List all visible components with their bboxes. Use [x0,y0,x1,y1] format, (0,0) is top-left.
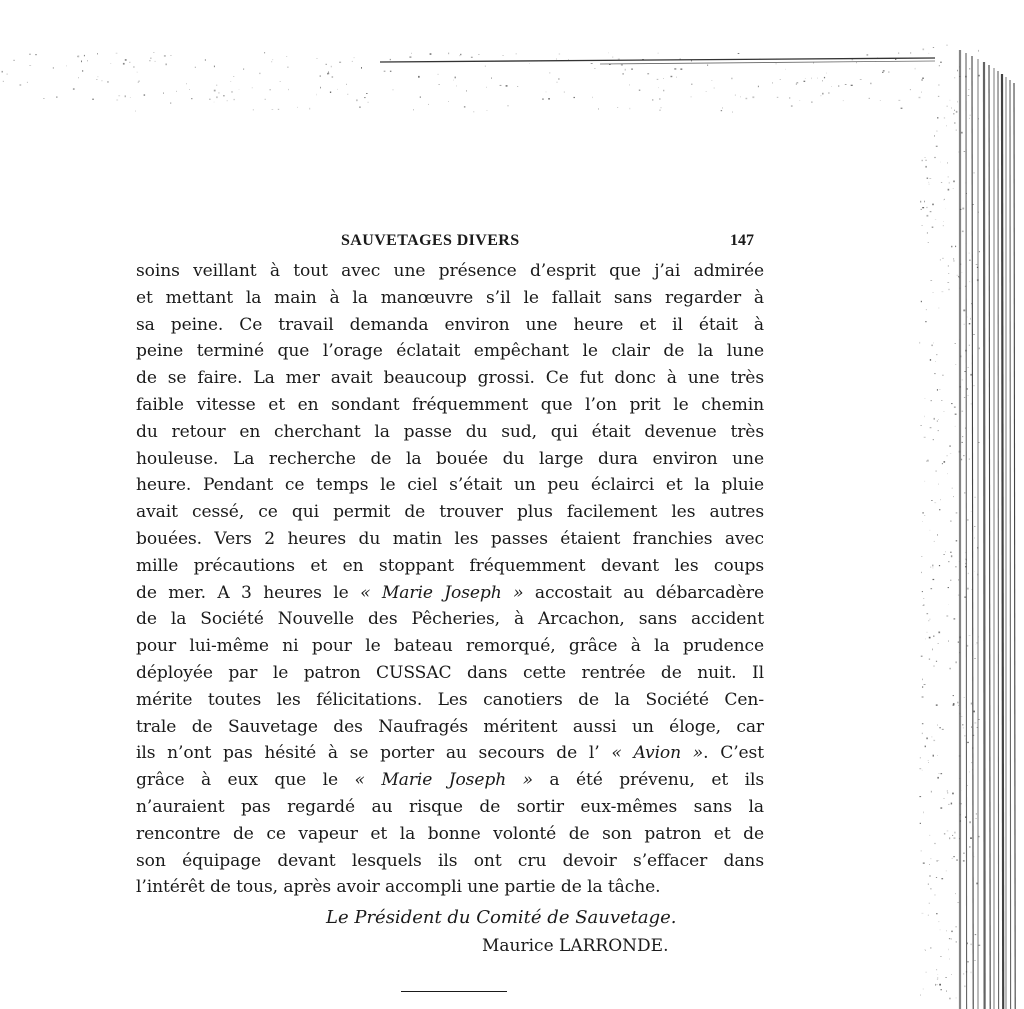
text-line [136,580,764,607]
text-line [136,553,764,580]
text-line [136,338,764,365]
scan-top-edge-noise [0,50,940,120]
text-line [136,874,764,901]
text-segment: déployée par le patron CUSSAC dans cette rentrée de nuit. Il [136,662,764,683]
text-segment: . C’est [703,743,764,764]
text-line [136,848,764,875]
text-segment: peine terminé que l’orage éclatait empêchant le clair de la lune [136,341,764,362]
running-head [136,228,766,258]
text-segment: avait cessé, ce qui permit de trouver plus facilement les autres [136,502,764,523]
text-segment: accostait au débarcadère [523,582,764,603]
page-number: 147 [730,232,754,249]
italic-name: « Marie Joseph » [360,582,524,603]
text-segment: sa peine. Ce travail demanda environ une heure et il était à [136,314,764,335]
text-segment: de se faire. La mer avait beaucoup grossi. Ce fut donc à une très [136,368,764,389]
signature-block [136,907,766,967]
text-line [136,740,764,767]
text-segment: trale de Sauvetage des Naufragés méritent aussi un éloge, car [136,716,764,737]
text-line [136,365,764,392]
text-line [136,660,764,687]
italic-name: « Marie Joseph » [354,770,533,791]
text-line [136,446,764,473]
text-segment: ils n’ont pas hésité à se porter au secours de l’ [136,743,612,764]
text-line [136,285,764,312]
text-segment: n’auraient pas regardé au risque de sortir eux-mêmes sans la [136,796,764,817]
end-rule [401,991,507,992]
text-segment: bouées. Vers 2 heures du matin les passes étaient franchies avec [136,528,764,549]
text-segment: de la Société Nouvelle des Pêcheries, à Arcachon, sans accident [136,609,764,630]
text-line [136,526,764,553]
text-line [136,687,764,714]
italic-name: « Avion » [611,743,704,764]
text-line [136,794,764,821]
text-line [136,633,764,660]
text-segment: faible vitesse et en sondant fréquemment que l’on prit le chemin [136,394,764,415]
text-segment: mille précautions et en stoppant fréquemment devant les coups [136,555,764,576]
running-title: SAUVETAGES DIVERS [341,232,520,249]
book-page [136,228,766,967]
signature-name: Maurice LARRONDE. [482,936,669,957]
text-segment: l’intérêt de tous, après avoir accompli une partie de la tâche. [136,877,661,898]
text-segment: du retour en cherchant la passe du sud, qui était devenue très [136,421,764,442]
text-segment: a été prévenu, et ils [532,770,764,791]
body-paragraph [136,258,766,901]
text-line [136,312,764,339]
text-line [136,499,764,526]
signature-title: Le Président du Comité de Sauvetage. [326,907,677,929]
text-segment: houleuse. La recherche de la bouée du large dura environ une [136,448,764,469]
text-line [136,258,764,285]
text-line [136,606,764,633]
text-line [136,767,764,794]
text-segment: rencontre de ce vapeur et la bonne volonté de son patron et de [136,823,764,844]
text-segment: soins veillant à tout avec une présence d’esprit que j’ai admirée [136,261,764,281]
text-segment: pour lui-même ni pour le bateau remorqué, grâce à la prudence [136,636,764,657]
text-line [136,392,764,419]
text-line [136,821,764,848]
text-segment: de mer. A 3 heures le [136,582,361,603]
text-segment: mérite toutes les félicitations. Les canotiers de la Société Cen- [136,689,764,710]
text-line [136,472,764,499]
text-segment: heure. Pendant ce temps le ciel s’était un peu éclairci et la pluie [136,475,764,496]
text-segment: son équipage devant lesquels ils ont cru devoir s’effacer dans [136,850,764,871]
text-line [136,714,764,741]
page-edge-stack [914,40,1024,1009]
text-segment: grâce à eux que le [136,770,355,791]
text-line [136,419,764,446]
text-segment: et mettant la main à la manœuvre s’il le fallait sans regarder à [136,287,764,308]
